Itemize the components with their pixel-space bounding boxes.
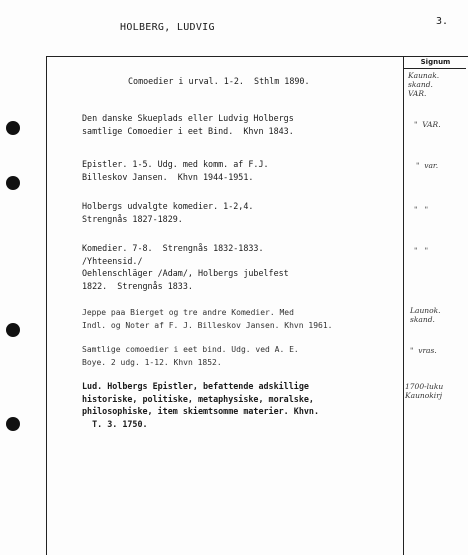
signum-note: " " <box>414 205 429 214</box>
signum-note: Launok. skand. <box>410 306 441 324</box>
signum-note: " VAR. <box>414 120 441 129</box>
signum-note: Kaunak. skand. VAR. <box>408 71 440 98</box>
catalog-entry: Samtlige comoedier i eet bind. Udg. ved A. E. Boye. 2 udg. 1-12. Khvn 1852. <box>82 345 299 367</box>
catalog-entry: Epistler. 1-5. Udg. med komm. af F.J. Billeskov Jansen. Khvn 1944-1951. <box>82 159 269 182</box>
punch-hole <box>6 121 20 135</box>
catalog-entry: Jeppe paa Bierget og tre andre Komedier. Med Indl. og Noter af F. J. Billeskov Jansen. Khvn 1961. <box>82 308 333 330</box>
signum-note: " " <box>414 246 429 255</box>
signum-column-header: Signum <box>420 58 451 66</box>
catalog-entry: Komedier. 7-8. Strengnås 1832-1833. /Yhteensid./ Oehlenschläger /Adam/, Holbergs jubelfest 1822. Strengnås 1833. <box>82 243 289 291</box>
signum-header-rule <box>403 68 466 69</box>
catalog-entry: Comoedier i urval. 1-2. Sthlm 1890. <box>128 76 310 86</box>
catalog-entry: Den danske Skueplads eller Ludvig Holbergs samtlige Comoedier i eet Bind. Khvn 1843. <box>82 113 294 136</box>
punch-hole <box>6 176 20 190</box>
signum-note: " vras. <box>410 346 437 355</box>
page-number: 3. <box>436 16 449 27</box>
punch-hole <box>6 417 20 431</box>
card-heading: HOLBERG, LUDVIG <box>120 22 215 33</box>
catalog-entry: Lud. Holbergs Epistler, befattende adskillige historiske, politiske, metaphysiske, moralske, philosophiske, item skiemtsomme materier. Khvn. T. 3. 1750. <box>82 381 319 429</box>
signum-note: 1700-luku Kaunokirj <box>405 382 444 400</box>
signum-note: " var. <box>416 161 439 170</box>
left-margin-rule <box>46 56 47 555</box>
punch-hole <box>6 323 20 337</box>
catalog-entry: Holbergs udvalgte komedier. 1-2,4. Strengnås 1827-1829. <box>82 201 254 224</box>
signum-column-rule <box>403 56 404 555</box>
